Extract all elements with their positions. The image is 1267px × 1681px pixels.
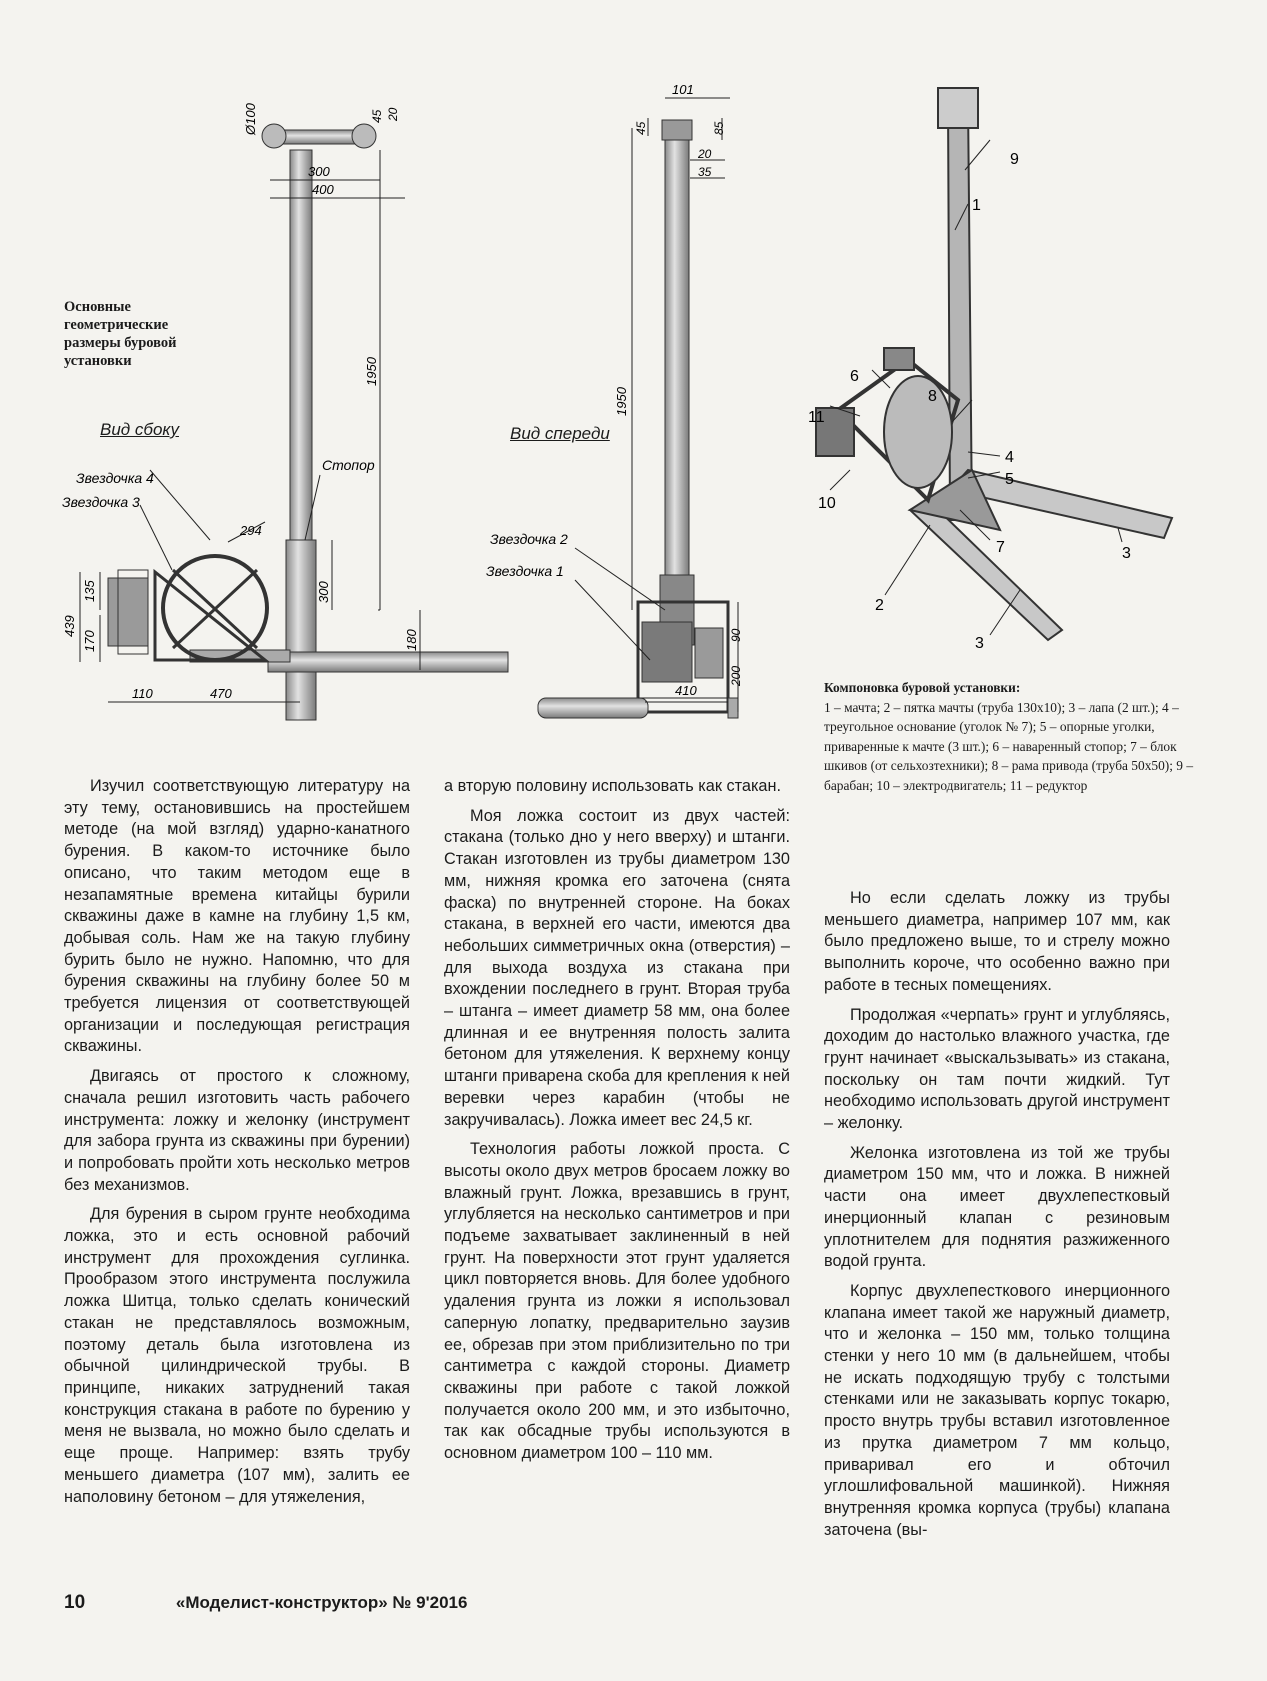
- front-dim-45: 45: [634, 121, 648, 135]
- iso-label-11: 11: [808, 409, 825, 426]
- front-motor: [642, 622, 692, 682]
- page-footer: [64, 1592, 467, 1614]
- front-dim-20: 20: [698, 147, 712, 161]
- side-view-label: Вид сбоку: [100, 420, 179, 439]
- front-leg-left: [538, 698, 648, 718]
- paragraph: Но если сделать ложку из трубы меньшего диаметра, например 107 мм, как было предложено выше, то и стрелу можно выполнить короче, что особенно важно при работе в тесных помещениях.: [824, 889, 1170, 994]
- front-dim-1950: 1950: [614, 387, 629, 416]
- front-dim-35: 35: [698, 165, 712, 179]
- text-column-2: [444, 776, 790, 1473]
- dim-400: 400: [312, 182, 334, 197]
- dim-135: 135: [82, 580, 97, 602]
- front-view-drawing: [486, 70, 800, 760]
- dim-d100: Ø100: [243, 103, 258, 135]
- paragraph: Продолжая «черпать» грунт и углубляясь, доходим до настолько влажного участка, где грунт начинает «выскальзывать» из стакана, поскольку он там почти жидкий. Тут необходимо использовать другой инструмент – желонку.: [824, 1005, 1170, 1133]
- paragraph: Двигаясь от простого к сложному, сначала решил изготовить часть рабочего инструмента: ложку и желонку (инструмент для забора грунта из скважины при бурении) и попробовать пройти хоть несколько метров без механизмов.: [64, 1067, 410, 1194]
- side-view-drawing: [60, 70, 440, 760]
- front-mast: [665, 128, 689, 648]
- iso-label-4: 7: [996, 539, 1005, 556]
- iso-label-3-left: 3: [975, 635, 984, 652]
- text-column-3: [824, 888, 1170, 1549]
- iso-label-3-right: 3: [1122, 545, 1131, 562]
- paragraph: а вторую половину использовать как стакан.: [444, 777, 781, 795]
- isometric-drawing: [800, 70, 1220, 650]
- dim-294: 294: [240, 523, 262, 538]
- dim-110: 110: [132, 686, 153, 701]
- label-sprocket3: Звездочка 3: [62, 494, 140, 510]
- dim-300: 300: [316, 581, 331, 603]
- front-dim-85: 85: [712, 121, 726, 135]
- iso-label-7: 9: [1010, 151, 1019, 168]
- front-dim-200: 200: [729, 665, 743, 686]
- dim-20: 20: [386, 107, 400, 121]
- iso-mast: [948, 100, 972, 520]
- iso-label-8: 10: [818, 495, 836, 512]
- iso-label-2: 2: [875, 597, 884, 614]
- label-sprocket1: Звездочка 1: [486, 563, 564, 579]
- front-dim-410: 410: [675, 683, 697, 698]
- iso-label-5: 4: [1005, 449, 1014, 466]
- dim-45: 45: [370, 109, 384, 123]
- page-number: 10: [64, 1592, 86, 1613]
- label-sprocket2: Звездочка 2: [490, 531, 568, 547]
- dim-170: 170: [82, 630, 97, 652]
- paragraph: Для бурения в сыром грунте необходима ложка, это и есть основной рабочий инструмент для прохождения суглинка. Прообразом этого инструмента послужила ложка Шитца, только сделать конический стакан не представлялось возможным, поэтому деталь была изготовлена из обычной цилиндрической трубы. В принципе, никаких затруднений такая конструкция стакана в работе по бурению у меня не вызвала, но можно было сделать и еще проще. Например: взять трубу меньшего диаметра (107 мм), залить ее наполовину бетоном – для утяжеления,: [64, 1205, 410, 1506]
- iso-label-6: 5: [1005, 471, 1014, 488]
- legend-title: Компоновка буровой установки:: [824, 680, 1021, 695]
- iso-label-10: 6: [850, 368, 859, 385]
- dim-439: 439: [62, 615, 77, 637]
- label-sprocket4: Звездочка 4: [76, 470, 154, 486]
- paragraph: Моя ложка состоит из двух частей: стакана (только дно у него вверху) и штанги. Стакан изготовлен из трубы диаметром 130 мм, нижняя кромка его заточена (снята фаска) по внутренней стороне. На боках стакана, в верхней его части, имеются два небольших симметричных окна (отверстия) – для выхода воздуха из стакана при вхождении последнего в грунт. Вторая труба – штанга – имеет диаметр 58 мм, она более длинная и ее внутренняя полость залита бетоном для утяжеления. К верхнему концу штанги приварена скоба для крепления к ней веревки через карабин (чтобы не закручивалась). Ложка имеет вес 24,5 кг.: [444, 806, 790, 1129]
- magazine-title: «Моделист-конструктор» № 9'2016: [175, 1593, 468, 1612]
- paragraph: Технология работы ложкой проста. С высоты около двух метров бросаем ложку во влажный грунт. Ложка, врезавшись в грунт, углубляется на несколько сантиметров и при подъеме захватывает заклиненный в ней грунт. На поверхности этот грунт удаляется цикл повторяется вновь. Для более удобного удаления грунта из ложки я использовал саперную лопатку, предварительно заузив ее, обрезав при этом приблизительно по три сантиметра с каждой стороны. Диаметр скважины при работе с такой ложкой получается около 200 мм, и это избыточно, так как обсадные трубы используются в основном диаметром 100 – 110 мм.: [444, 1140, 790, 1463]
- iso-label-9: 8: [928, 388, 937, 405]
- front-leg-right: [728, 698, 738, 718]
- paragraph: Изучил соответствующую литературу на эту тему, остановившись на простейшем методе (на мой взгляд) ударно-канатного бурения. В каком-то источнике было описано, что таким методом еще в незапамятные времена китайцы бурили скважины даже в камне на глубину 1,5 км, добывая соль. Нам же на такую глубину бурить было не нужно. Напомню, что для бурения скважины на глубину более 50 м требуется лицензия от соответствующей организации и последующая регистрация скважины.: [64, 777, 410, 1056]
- legend-text: 1 – мачта; 2 – пятка мачты (труба 130х10); 3 – лапа (2 шт.); 4 – треугольное основание (уголок № 7); 5 – опорные уголки, приваренные к мачте (3 шт.); 6 – наваренный стопор; 7 – блок шкивов (от сельхозтехники); 8 – рама привода (труба 50х50); 9 – барабан; 10 – электродвигатель; 11 – редуктор: [824, 699, 1194, 793]
- iso-drum: [884, 376, 952, 488]
- dim-300-top: 300: [308, 164, 330, 179]
- dim-180: 180: [404, 629, 419, 651]
- front-dim-90: 90: [729, 628, 743, 642]
- figure-legend: [824, 678, 1206, 796]
- label-stopper: Стопор: [322, 457, 375, 473]
- figure-caption: Основные геометрические размеры буровой установки: [64, 299, 177, 369]
- front-view-label: Вид спереди: [510, 424, 610, 443]
- front-dim-101: 101: [672, 82, 694, 97]
- base-leg: [268, 652, 508, 672]
- paragraph: Желонка изготовлена из той же трубы диаметром 150 мм, что и ложка. В нижней части она имеет двухлепестковый инерционный клапан с резиновым уплотнителем для поднятия разжиженного водой грунта.: [824, 1143, 1170, 1271]
- paragraph: Корпус двухлепесткового инерционного клапана имеет такой же наружный диаметр, что и желонка – 150 мм, только толщина стенки у него 10 мм (в дальнейшем, чтобы не искать подходящую трубу с толстыми стенками или не заказывать корпус токарю, просто внутрь трубы вставил изготовленное из прутка диаметром 7 мм кольцо, приваривал его и обточил углошлифовальной машинкой). Нижняя внутренняя кромка корпуса (трубы) клапана заточена (вы-: [824, 1281, 1170, 1539]
- motor: [108, 578, 148, 646]
- mast-heel: [286, 540, 316, 720]
- text-column-1: [64, 776, 410, 1516]
- dim-470: 470: [210, 686, 232, 701]
- dim-1950: 1950: [364, 357, 379, 386]
- iso-label-1: 1: [972, 197, 981, 214]
